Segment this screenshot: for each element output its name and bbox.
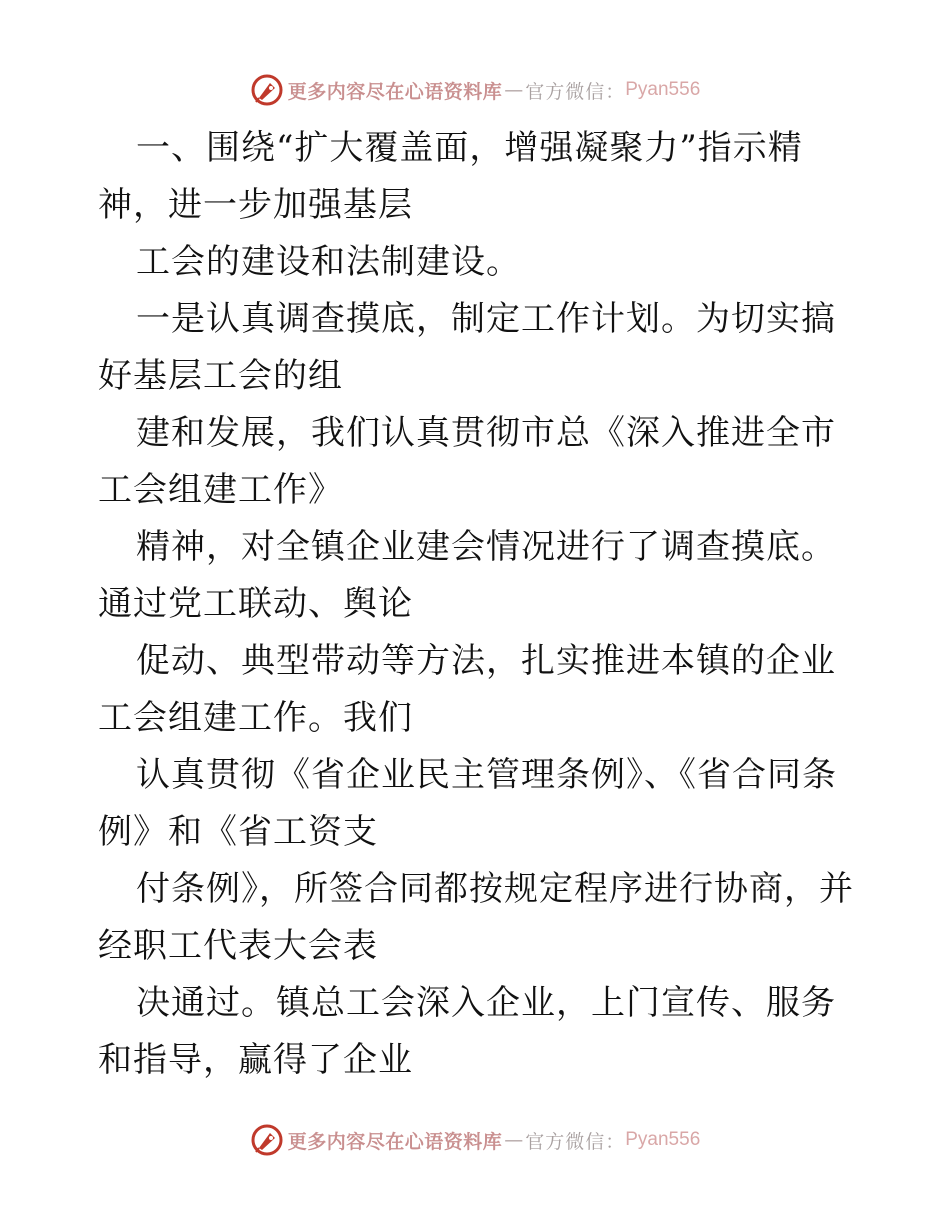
header-wechat-label: 官方微信：: [525, 80, 626, 103]
footer-brand-text: 更多内容尽在心语资料库: [287, 1130, 503, 1153]
footer-wechat-label: 官方微信：: [525, 1130, 626, 1153]
footer-separator: —: [504, 1129, 524, 1151]
header-brand-text: 更多内容尽在心语资料库: [287, 80, 503, 103]
header-separator: —: [504, 79, 524, 101]
paragraph: 工会的建设和法制建设。: [136, 242, 521, 282]
header-banner: [0, 70, 950, 110]
pen-nib-logo-icon: [250, 1123, 284, 1157]
paragraph: 决通过。镇总工会深入企业，上门宣传、服务和指导，赢得了企业: [98, 983, 836, 1080]
document-body: [98, 120, 858, 1089]
footer-wechat-id: Pyan556: [625, 1129, 701, 1150]
header-wechat-id: Pyan556: [625, 79, 701, 100]
paragraph: 促动、典型带动等方法，扎实推进本镇的企业工会组建工作。我们: [98, 641, 836, 738]
pen-nib-logo-icon: [250, 73, 284, 107]
footer-banner: [0, 1120, 950, 1160]
paragraph: 建和发展，我们认真贯彻市总《深入推进全市工会组建工作》: [98, 413, 836, 510]
paragraph: 一是认真调查摸底，制定工作计划。为切实搞好基层工会的组: [98, 299, 836, 396]
paragraph: 付条例》，所签合同都按规定程序进行协商，并经职工代表大会表: [98, 869, 854, 966]
paragraph: 一、围绕“扩大覆盖面，增强凝聚力”指示精神，进一步加强基层: [98, 128, 803, 225]
paragraph: 精神，对全镇企业建会情况进行了调查摸底。通过党工联动、舆论: [98, 527, 836, 624]
paragraph: 认真贯彻《省企业民主管理条例》、《省合同条例》和《省工资支: [98, 755, 837, 852]
